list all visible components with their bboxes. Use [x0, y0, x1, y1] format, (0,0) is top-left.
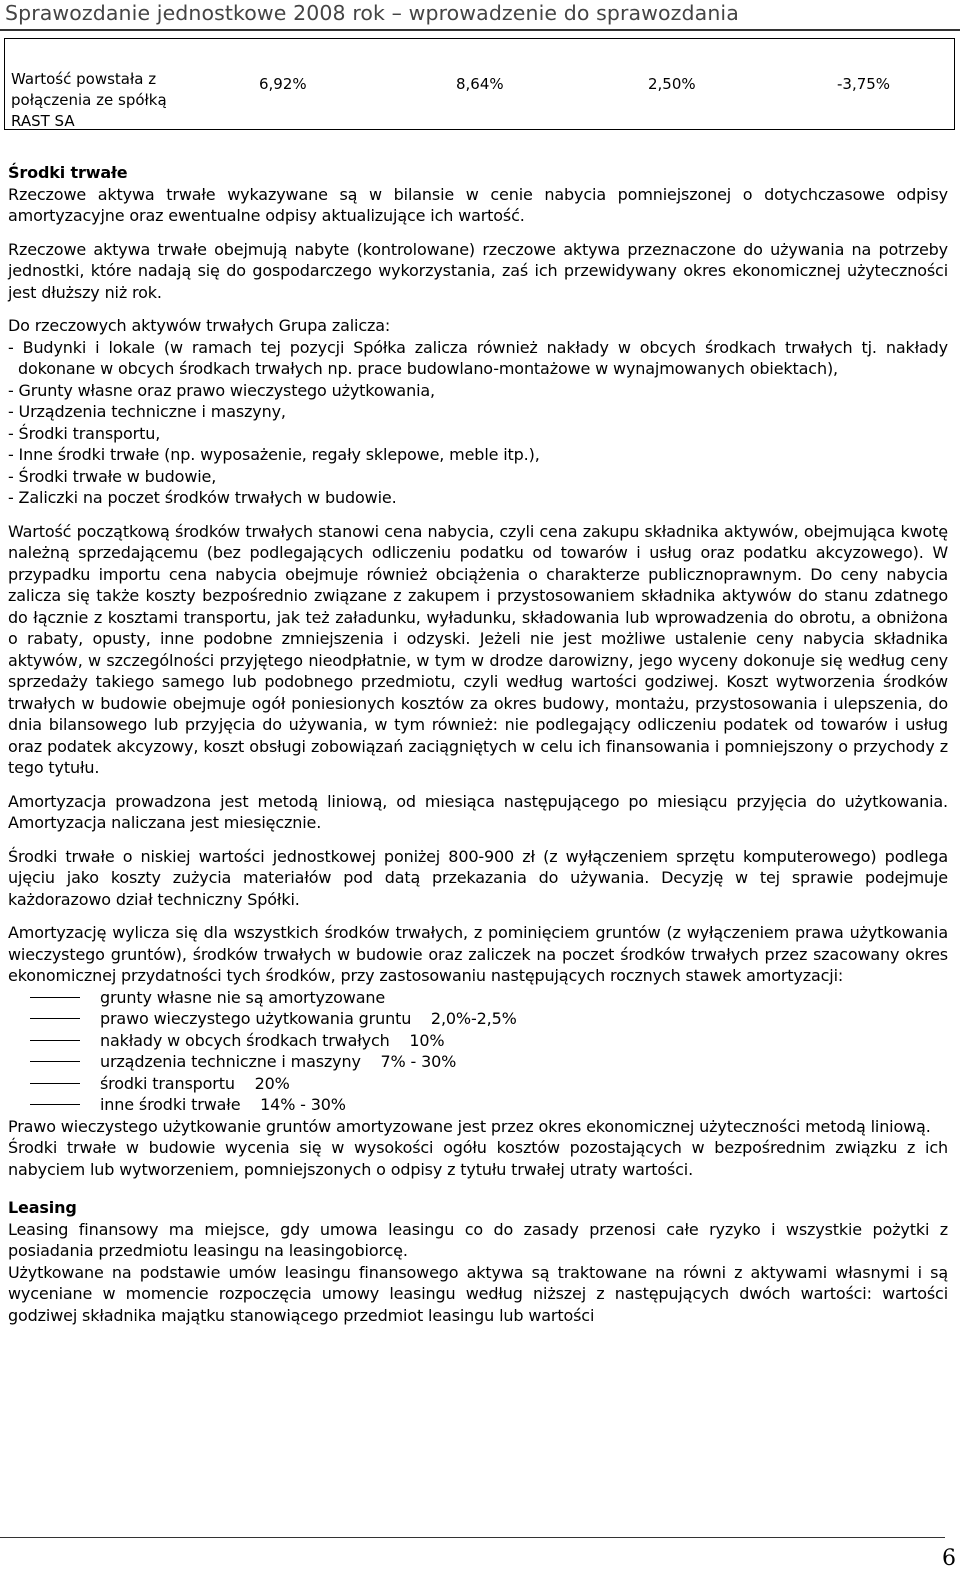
- section-heading-leasing: Leasing: [8, 1198, 77, 1217]
- dash-bullet-icon: [30, 1061, 80, 1062]
- list-item: - Środki trwałe w budowie,: [8, 466, 217, 486]
- paragraph: Użytkowane na podstawie umów leasingu finansowego aktywa są traktowane na równi z aktywami własnymi i są wyceniane w momencie rozpoczęcia umowy leasingu według niższej z następujących dwóch wartości: wartości godziwej składnika majątku stanowiącego przedmiot leasingu lub wartości: [8, 1262, 948, 1325]
- paragraph: Rzeczowe aktywa trwałe obejmują nabyte (kontrolowane) rzeczowe aktywa przeznaczone do używania na potrzeby jednostki, które nadają się do gospodarczego wykorzystania, zaś ich przewidywany okres ekonomicznej użyteczności jest dłuższy niż rok.: [8, 239, 948, 302]
- paragraph: Wartość początkową środków trwałych stanowi cena nabycia, czyli cena zakupu składnika aktywów, obejmująca kwotę należną sprzedającemu (bez podlegających odliczeniu podatku od towarów i usług oraz podatku akcyzowego). W przypadku importu cena nabycia obejmuje również obciążenia o charakterze publicznoprawnym. Do ceny nabycia zalicza się także koszty bezpośrednio związane z zakupem i przystosowaniem składnika aktywów do stanu zdatnego do łącznie z kosztami transportu, jak też załadunku, wyładunku, składowania lub wprowadzenia do obrotu, a obniżona o rabaty, opusty, inne podobne zmniejszenia i odzyski. Jeżeli nie jest możliwe ustalenie ceny nabycia składnika aktywów, w szczególności przyjętego nieodpłatnie, w tym w drodze darowizny, jego wyceny dokonuje się według ceny sprzedaży takiego samego lub podobnego przedmiotu, czyli według wartości godziwej. Koszt wytworzenia środków trwałych w budowie obejmuje ogół poniesionych kosztów za okres budowy, montażu, przystosowania i ulepszenia, do dnia bilansowego lub przyjęcia do używania, w tym również: nie podlegający odliczeniu podatek od towarów i usług oraz podatek akcyzowy, koszt obsługi zobowiązań zaciągniętych w celu ich finansowania i pomniejszony o przychody z tego tytułu.: [8, 521, 948, 777]
- list-item: - Środki transportu,: [8, 423, 161, 443]
- table-cell-value-4: -3,75%: [837, 75, 891, 93]
- list-item: nakłady w obcych środkach trwałych 10%: [8, 1030, 948, 1052]
- list-item: - Inne środki trwałe (np. wyposażenie, regały sklepowe, meble itp.),: [8, 445, 540, 464]
- dash-bullet-icon: [30, 1083, 80, 1084]
- document-body: [8, 162, 948, 1326]
- paragraph: Rzeczowe aktywa trwałe wykazywane są w bilansie w cenie nabycia pomniejszonej o dotychczasowe odpisy amortyzacyjne oraz ewentualne odpisy aktualizujące ich wartość.: [8, 184, 948, 225]
- section-heading-fixed-assets: Środki trwałe: [8, 163, 128, 182]
- list-item: - Budynki i lokale (w ramach tej pozycji Spółka zalicza również nakłady w obcych środkach trwałych tj. nakłady dokonane w obcych środkach trwałych np. prace budowlano-montażowe w wynajmowanych obiektach),: [8, 337, 948, 378]
- paragraph: Amortyzację wylicza się dla wszystkich środków trwałych, z pominięciem gruntów (z wyłączeniem prawa użytkowania wieczystego gruntów), środków trwałych w budowie oraz zaliczek na poczet środków trwałych przez szacowany okres ekonomicznej przydatności tych środków, przy zastosowaniu następujących rocznych stawek amortyzacji:: [8, 923, 948, 985]
- paragraph: Do rzeczowych aktywów trwałych Grupa zalicza:: [8, 316, 391, 335]
- list-item: inne środki trwałe 14% - 30%: [8, 1094, 948, 1116]
- list-item: prawo wieczystego użytkowania gruntu 2,0%-2,5%: [8, 1008, 948, 1030]
- table-cell-value-2: 8,64%: [456, 75, 504, 93]
- dash-bullet-icon: [30, 1104, 80, 1105]
- page-header-title: Sprawozdanie jednostkowe 2008 rok – wprowadzenie do sprawozdania: [5, 1, 739, 25]
- list-item: grunty własne nie są amortyzowane: [8, 987, 948, 1009]
- table-cell-value-3: 2,50%: [648, 75, 696, 93]
- dash-bullet-icon: [30, 997, 80, 998]
- header-rule: [0, 29, 960, 31]
- asset-category-list: [8, 337, 948, 509]
- page-number: 6: [942, 1546, 956, 1571]
- paragraph: Prawo wieczystego użytkowanie gruntów amortyzowane jest przez okres ekonomicznej użyteczności metodą liniową.: [8, 1116, 931, 1136]
- list-item: - Urządzenia techniczne i maszyny,: [8, 402, 286, 421]
- paragraph: Środki trwałe w budowie wycenia się w wysokości ogółu kosztów pozostających w bezpośrednim związku z ich nabyciem lub wytworzeniem, pomniejszonych o odpisy z tytułu trwałej utraty wartości.: [8, 1138, 948, 1179]
- table-cell-value-1: 6,92%: [259, 75, 307, 93]
- list-item: urządzenia techniczne i maszyny 7% - 30%: [8, 1051, 948, 1073]
- table-row-label: Wartość powstała z połączenia ze spółką RAST SA: [11, 70, 167, 130]
- paragraph: Leasing finansowy ma miejsce, gdy umowa leasingu co do zasady przenosi całe ryzyko i wszystkie pożytki z posiadania przedmiotu leasingu na leasingobiorcę.: [8, 1219, 948, 1260]
- dash-bullet-icon: [30, 1040, 80, 1041]
- footer-rule: [0, 1537, 945, 1538]
- list-item: - Zaliczki na poczet środków trwałych w budowie.: [8, 488, 397, 507]
- list-item: środki transportu 20%: [8, 1073, 948, 1095]
- merger-value-table: [4, 38, 955, 130]
- list-item: - Grunty własne oraz prawo wieczystego użytkowania,: [8, 380, 435, 400]
- dash-bullet-icon: [30, 1018, 80, 1019]
- depreciation-rates-list: [8, 987, 948, 1116]
- paragraph: Amortyzacja prowadzona jest metodą liniową, od miesiąca następującego po miesiącu przyjęcia do użytkowania. Amortyzacja naliczana jest miesięcznie.: [8, 791, 948, 832]
- paragraph: Środki trwałe o niskiej wartości jednostkowej poniżej 800-900 zł (z wyłączeniem sprzętu komputerowego) podlega ujęciu jako koszty zużycia materiałów pod datą przekazania do używania. Decyzję w tej sprawie podejmuje każdorazowo dział techniczny Spółki.: [8, 846, 948, 909]
